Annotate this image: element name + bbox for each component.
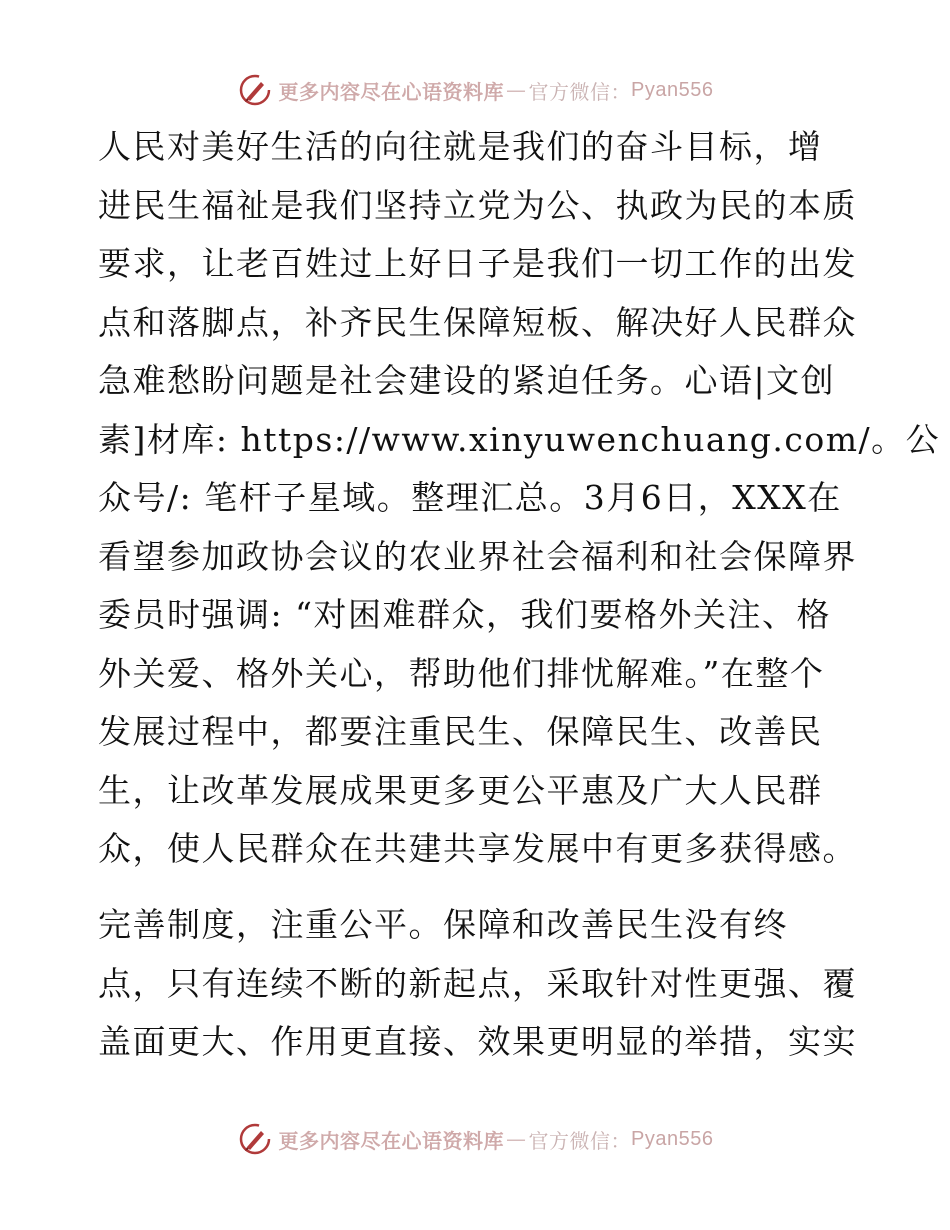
text-line: 委员时强调: “对困难群众，我们要格外关注、格 [98,595,831,634]
text-line: 要求，让老百姓过上好日子是我们一切工作的出发 [98,244,857,283]
text-line: 进民生福祉是我们坚持立党为公、执政为民的本质 [98,185,857,225]
banner-separator: — [506,1127,527,1151]
text-line: 发展过程中，都要注重民生、保障民生、改善民 [98,712,823,751]
text-line: 点和落脚点，补齐民生保障短板、解决好人民群众 [98,302,857,342]
text-line: 完善制度，注重公平。保障和改善民生没有终 [98,905,788,944]
pen-nib-logo-icon [237,72,273,108]
banner-wechat-id: Pyan556 [631,1127,714,1150]
text-line: 众，使人民群众在共建共享发展中有更多获得感。 [98,829,857,868]
banner-wechat-label: 官方微信： [528,79,632,104]
text-line: 外关爱、格外关心，帮助他们排忧解难。”在整个 [98,653,825,693]
paragraph-1 [98,118,941,879]
text-line: 素]材库: https://www.xinyuwenchuang.com/。公 [98,419,941,459]
footer-banner [0,1119,950,1159]
text-line: 看望参加政协会议的农业界社会福利和社会保障界 [98,536,857,576]
text-line: 人民对美好生活的向往就是我们的奋斗目标，增 [98,127,823,166]
pen-nib-logo-icon [237,1121,273,1157]
banner-wechat-id: Pyan556 [631,78,714,101]
text-line: 点，只有连续不断的新起点，采取针对性更强、覆 [98,963,857,1003]
banner-slogan: 更多内容尽在心语资料库 [278,1128,505,1153]
paragraph-2 [98,896,858,1072]
text-line: 急难愁盼问题是社会建设的紧迫任务。心语|文创 [98,361,836,400]
text-line: 众号/: 笔杆子星域。整理汇总。3月6日，XXX在 [98,478,842,517]
text-line: 盖面更大、作用更直接、效果更明显的举措，实实 [98,1022,857,1061]
header-banner [0,70,950,110]
banner-wechat-label: 官方微信： [528,1128,632,1153]
banner-separator: — [506,78,527,102]
banner-slogan: 更多内容尽在心语资料库 [278,79,505,104]
text-line: 生，让改革发展成果更多更公平惠及广大人民群 [98,770,823,810]
